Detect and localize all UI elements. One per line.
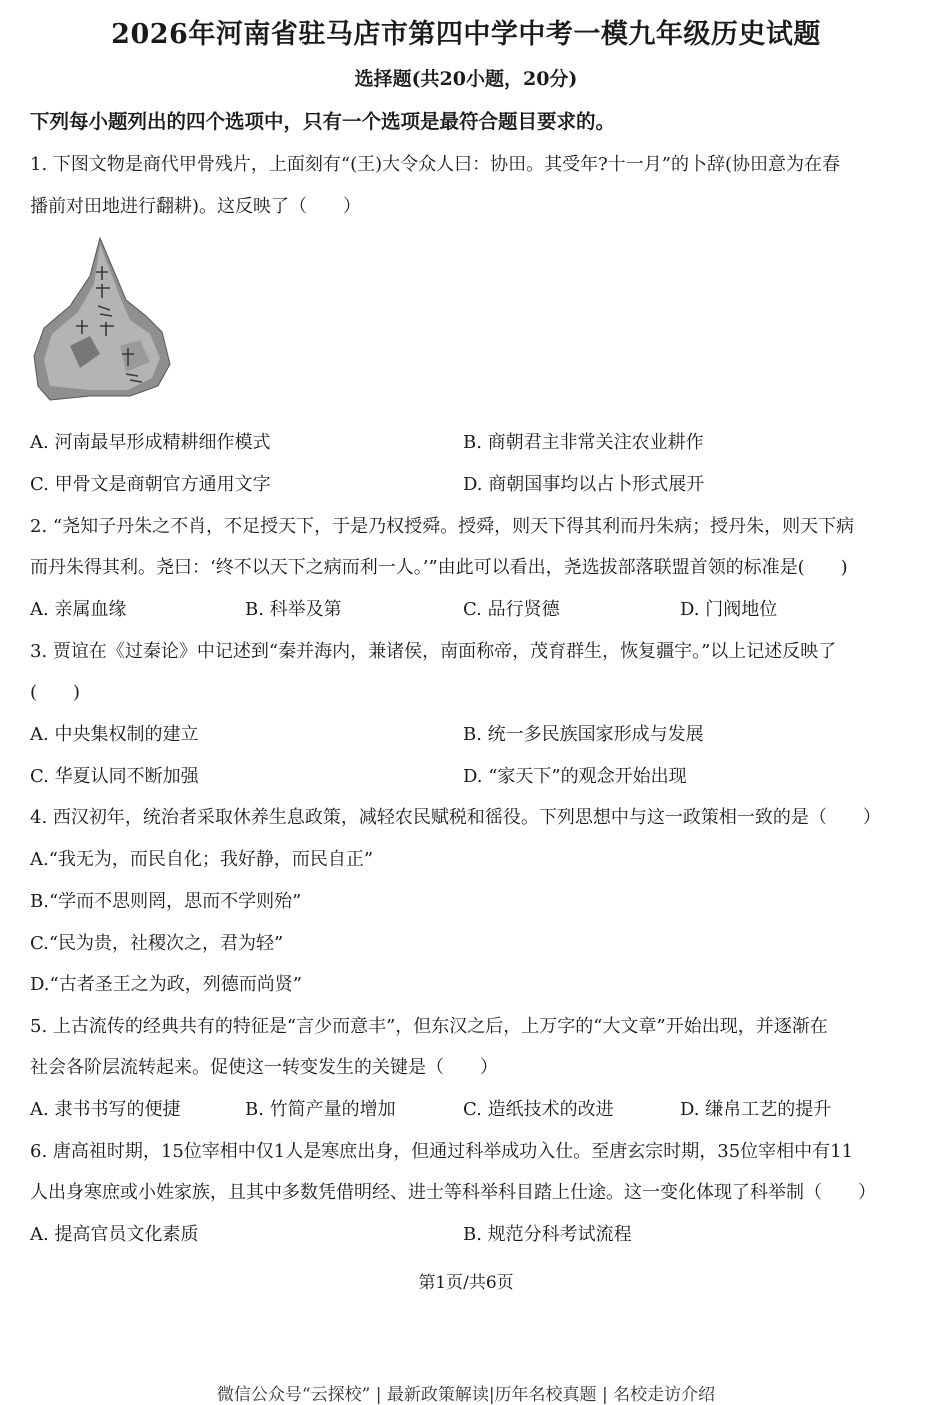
- q4-line-1: 4. 西汉初年，统治者采取休养生息政策，减轻农民赋税和徭役。下列思想中与这一政策相一致的是（ ）: [30, 807, 881, 828]
- oracle-bone-image: [30, 236, 176, 402]
- q4-option-c: C.“民为贵，社稷次之，君为轻”: [30, 933, 284, 954]
- q1-option-a: A. 河南最早形成精耕细作模式: [30, 432, 271, 453]
- q2-option-d: D. 门阀地位: [680, 599, 778, 620]
- q3-option-a: A. 中央集权制的建立: [30, 724, 199, 745]
- q2-line-1: 2. “尧知子丹朱之不肖，不足授天下，于是乃权授舜。授舜，则天下得其利而丹朱病；授丹朱，则天下病: [30, 516, 855, 537]
- q2-line-2: 而丹朱得其利。尧曰：‘终不以天下之病而利一人。’”由此可以看出，尧选拔部落联盟首领的标准是( ): [30, 557, 848, 578]
- q5-option-d: D. 缣帛工艺的提升: [680, 1099, 832, 1120]
- q1-line-2: 播前对田地进行翻耕)。这反映了（ ）: [30, 196, 362, 217]
- q6-line-1: 6. 唐高祖时期，15位宰相中仅1人是寒庶出身，但通过科举成功入仕。至唐玄宗时期，35位宰相中有11: [30, 1141, 854, 1162]
- q3-option-d: D. “家天下”的观念开始出现: [463, 766, 687, 787]
- q1-line-1: 1. 下图文物是商代甲骨残片，上面刻有“(王)大令众人曰：协田。其受年?十一月”的卜辞(协田意为在春: [30, 154, 841, 175]
- q1-option-b: B. 商朝君主非常关注农业耕作: [463, 432, 704, 453]
- instruction-text: 下列每小题列出的四个选项中，只有一个选项是最符合题目要求的。: [30, 110, 616, 133]
- q5-option-b: B. 竹简产量的增加: [245, 1099, 396, 1120]
- q3-line-1: 3. 贾谊在《过秦论》中记述到“秦并海内，兼诸侯，南面称帝，茂育群生，恢复疆宇。”以上记述反映了: [30, 641, 837, 662]
- q3-line-2: ( ): [30, 682, 81, 703]
- q2-option-a: A. 亲属血缘: [30, 599, 127, 620]
- q1-option-c: C. 甲骨文是商朝官方通用文字: [30, 474, 271, 495]
- q5-option-c: C. 造纸技术的改进: [463, 1099, 614, 1120]
- q2-option-b: B. 科举及第: [245, 599, 342, 620]
- q6-line-2: 人出身寒庶或小姓家族，且其中多数凭借明经、进士等科举科目踏上仕途。这一变化体现了科举制（ ）: [30, 1182, 876, 1203]
- q4-option-d: D.“古者圣王之为政，列德而尚贤”: [30, 974, 302, 995]
- page-number: 第1页/共6页: [418, 1273, 514, 1293]
- q2-option-c: C. 品行贤德: [463, 599, 560, 620]
- section-heading: 选择题(共20小题，20分): [354, 68, 578, 90]
- q6-option-b: B. 规范分科考试流程: [463, 1224, 632, 1245]
- q1-option-d: D. 商朝国事均以占卜形式展开: [463, 474, 705, 495]
- q3-option-b: B. 统一多民族国家形成与发展: [463, 724, 704, 745]
- q5-line-1: 5. 上古流传的经典共有的特征是“言少而意丰”，但东汉之后，上万字的“大文章”开始出现，并逐渐在: [30, 1016, 828, 1037]
- q6-option-a: A. 提高官员文化素质: [30, 1224, 199, 1245]
- q4-option-a: A.“我无为，而民自化；我好静，而民自正”: [30, 849, 374, 870]
- wechat-footer: 微信公众号“云探校” | 最新政策解读|历年名校真题 | 名校走访介绍: [216, 1385, 716, 1405]
- page-title: 2026年河南省驻马店市第四中学中考一模九年级历史试题: [111, 19, 821, 50]
- q3-option-c: C. 华夏认同不断加强: [30, 766, 199, 787]
- q4-option-b: B.“学而不思则罔，思而不学则殆”: [30, 891, 302, 912]
- q5-option-a: A. 隶书书写的便捷: [30, 1099, 181, 1120]
- q5-line-2: 社会各阶层流转起来。促使这一转变发生的关键是（ ）: [30, 1057, 498, 1078]
